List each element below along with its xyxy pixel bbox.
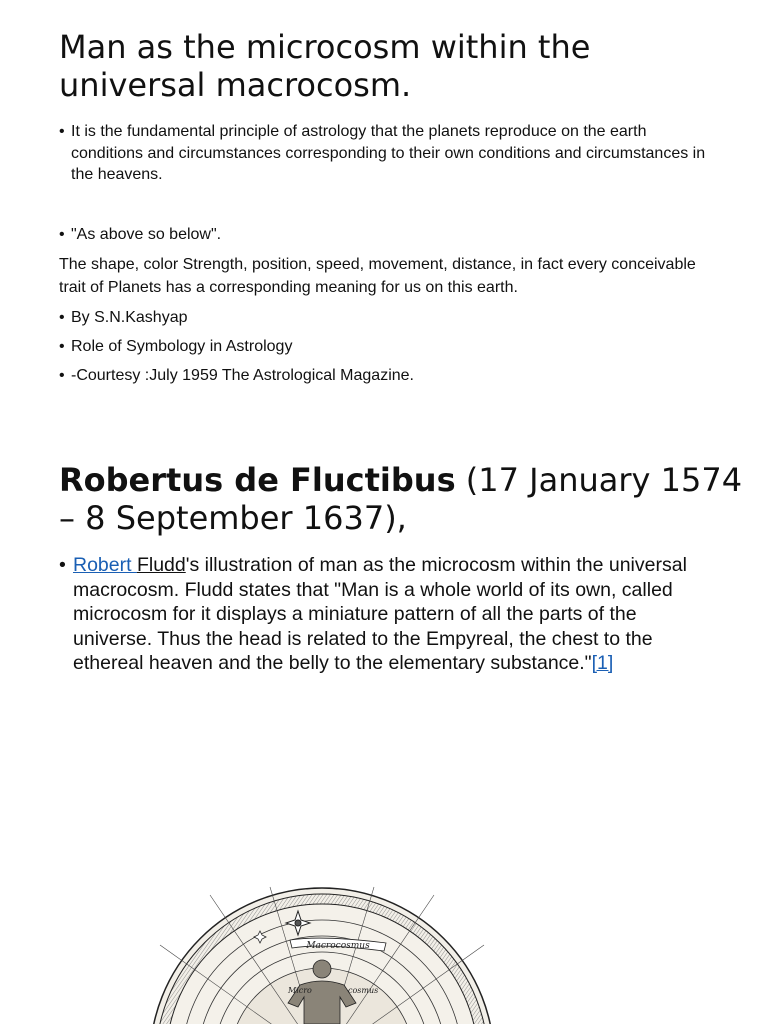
macrocosm-engraving (150, 885, 494, 1024)
fludd-link[interactable]: Fludd (136, 554, 186, 576)
bullet-text: Role of Symbology in Astrology (71, 338, 293, 355)
bullet-dot: • (59, 226, 65, 243)
bullet-dot: • (59, 309, 65, 326)
macrocosm-label: Macrocosmus (306, 941, 370, 951)
bullet-author (59, 307, 709, 329)
body-paragraph: The shape, color Strength, position, speed, movement, distance, in fact every conceivable trait of Planets has a corresponding meaning for us on this earth. (59, 256, 696, 296)
macrocosm-engraving-svg (150, 885, 494, 1024)
microcosm-label-right: cosmus (348, 986, 379, 995)
citation-link[interactable]: [1] (591, 652, 614, 674)
fludd-body: 's illustration of man as the microcosm within the universal macrocosm. Fludd states that "Man is a whole world of its own, called microcosm for it displays a miniature pattern of all the parts of the universe. Thus the head is related to the Empyreal, the chest to the ethereal heaven and the belly to the elementary substance." (73, 554, 687, 674)
bullet-courtesy (59, 365, 709, 387)
slide2-title (59, 461, 749, 537)
robert-link[interactable]: Robert (73, 554, 137, 576)
title-name: Robertus de Fluctibus (59, 461, 456, 499)
bullet-role (59, 336, 709, 358)
bullet-text: It is the fundamental principle of astrology that the planets reproduce on the earth conditions and circumstances corresponding to their own conditions and circumstances in the heavens. (71, 123, 706, 183)
microcosm-label-left: Micro (288, 986, 312, 995)
title-dates: (17 January 1574 – 8 September 1637), (59, 461, 743, 537)
bullet-dot: • (59, 338, 65, 355)
bullet-dot: • (59, 123, 65, 140)
bullet-fludd (59, 553, 699, 676)
bullet-text: By S.N.Kashyap (71, 309, 188, 326)
slide-title: Man as the microcosm within the universal macrocosm. (59, 28, 591, 104)
bullet-dot: • (59, 554, 66, 576)
bullet-text: -Courtesy :July 1959 The Astrological Magazine. (71, 367, 414, 384)
bullet-text: "As above so below". (71, 226, 222, 243)
bullet-as-above (59, 224, 709, 246)
bullet-text (73, 553, 699, 676)
bullet-dot: • (59, 367, 65, 384)
bullet-principle (59, 121, 709, 186)
